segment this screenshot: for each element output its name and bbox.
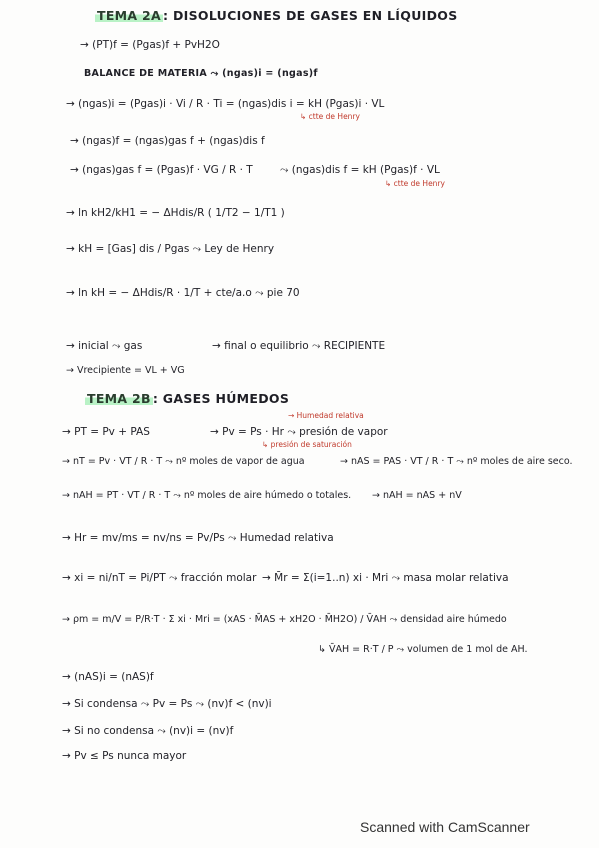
formula-line: → (ngas)f = (ngas)gas f + (ngas)dis f	[70, 135, 265, 147]
formula-line: → nAH = nAS + nV	[372, 490, 462, 501]
formula-line: → (nAS)i = (nAS)f	[62, 671, 154, 683]
formula-line: → nAH = PT · VT / R · T ⤳ nº moles de aire húmedo o totales.	[62, 490, 352, 501]
formula-line: → xi = ni/nT = Pi/PT ⤳ fracción molar	[62, 572, 257, 584]
formula-line: → Hr = mv/ms = nv/ns = Pv/Ps ⤳ Humedad relativa	[62, 532, 334, 544]
formula-line: → ln kH2/kH1 = − ΔHdis/R ( 1/T2 − 1/T1 )	[66, 207, 285, 219]
section-2a-prefix: TEMA 2A	[97, 8, 162, 23]
annotation-note: → Humedad relativa	[288, 411, 364, 420]
formula-line: → Si no condensa ⤳ (nv)i = (nv)f	[62, 725, 234, 737]
formula-line: → (ngas)gas f = (Pgas)f · VG / R · T	[70, 164, 253, 176]
formula-line: → ln kH = − ΔHdis/R · 1/T + cte/a.o ⤳ pie 70	[66, 287, 300, 299]
section-2a-heading	[95, 8, 458, 23]
formula-line: → Si condensa ⤳ Pv = Ps ⤳ (nv)f < (nv)i	[62, 698, 272, 710]
annotation-note: ↳ ctte de Henry	[385, 179, 445, 188]
formula-line: → ρm = m/V = P/R·T · Σ xi · Mri = (xAS · M̄AS + xH2O · M̄H2O) / V̄AH ⤳ densidad aire húmedo	[62, 614, 507, 625]
annotation-note: ↳ ctte de Henry	[300, 112, 360, 121]
formula-line: BALANCE DE MATERIA ⤳ (ngas)i = (ngas)f	[84, 68, 318, 79]
formula-line: → (PT)f = (Pgas)f + PvH2O	[80, 39, 220, 51]
section-2b-title: : GASES HÚMEDOS	[152, 391, 290, 406]
formula-line: → (ngas)i = (Pgas)i · Vi / R · Ti = (ngas)dis i = kH (Pgas)i · VL	[66, 98, 385, 110]
formula-line: ↳ V̄AH = R·T / P ⤳ volumen de 1 mol de AH.	[318, 644, 528, 655]
formula-line: → kH = [Gas] dis / Pgas ⤳ Ley de Henry	[66, 243, 275, 255]
formula-line: → M̄r = Σ(i=1..n) xi · Mri ⤳ masa molar relativa	[262, 572, 509, 584]
annotation-note: ↳ presión de saturación	[262, 440, 352, 449]
section-2b-heading	[85, 391, 289, 406]
formula-line: ⤳ (ngas)dis f = kH (Pgas)f · VL	[280, 164, 440, 176]
formula-line: → Pv = Ps · Hr ⤳ presión de vapor	[210, 426, 388, 438]
section-2a-title: : DISOLUCIONES DE GASES EN LÍQUIDOS	[163, 8, 458, 23]
formula-line: → nAS = PAS · VT / R · T ⤳ nº moles de aire seco.	[340, 456, 573, 467]
formula-line: → inicial ⤳ gas	[66, 340, 143, 352]
section-2b-prefix: TEMA 2B	[87, 391, 151, 406]
formula-line: → PT = Pv + PAS	[62, 426, 150, 438]
formula-line: → Vrecipiente = VL + VG	[66, 365, 185, 376]
formula-line: → final o equilibrio ⤳ RECIPIENTE	[212, 340, 386, 352]
formula-line: → Pv ≤ Ps nunca mayor	[62, 750, 187, 762]
scanner-watermark: Scanned with CamScanner	[360, 819, 530, 835]
formula-line: → nT = Pv · VT / R · T ⤳ nº moles de vapor de agua	[62, 456, 305, 467]
